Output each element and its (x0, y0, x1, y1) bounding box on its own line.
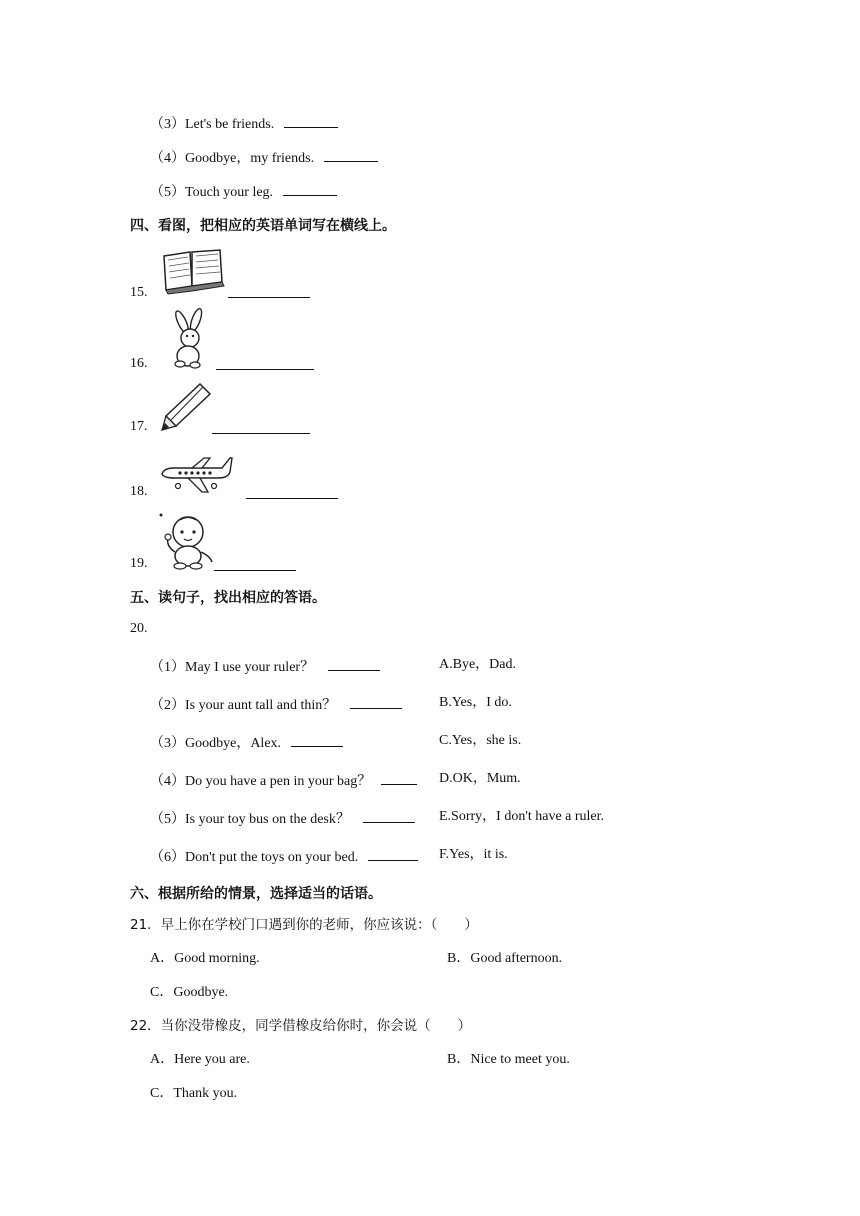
q21-option-a[interactable]: A．Good morning. (150, 951, 260, 966)
match-question-2 (150, 694, 402, 715)
book-icon (158, 246, 228, 296)
baby-icon (158, 512, 220, 570)
answer-blank[interactable] (283, 181, 337, 196)
match-answer-c: C.Yes，she is. (439, 733, 522, 748)
pencil-icon (160, 380, 214, 432)
answer-blank[interactable] (328, 656, 380, 671)
q22-option-c[interactable]: C．Thank you. (150, 1086, 238, 1101)
match-answer-d: D.OK，Mum. (439, 771, 521, 786)
match-answer-a: A.Bye，Dad. (439, 657, 516, 672)
question-number-20: 20. (130, 621, 148, 636)
match-answer-e: E.Sorry，I don't have a ruler. (439, 809, 605, 824)
question-text: （1）May I use your ruler？ (150, 660, 315, 675)
answer-blank-15[interactable] (228, 283, 310, 298)
part3-item-3 (150, 113, 338, 134)
answer-blank[interactable] (284, 113, 338, 128)
answer-blank-17[interactable] (212, 419, 310, 434)
section5-heading: 五、读句子，找出相应的答语。 (130, 590, 326, 606)
answer-blank[interactable] (363, 808, 415, 823)
question-text: （4）Do you have a pen in your bag？ (150, 774, 372, 789)
item-text: （3）Let's be friends. (150, 117, 275, 132)
item-number-16: 16. (130, 356, 148, 371)
item-number-18: 18. (130, 484, 148, 499)
section4-heading: 四、看图，把相应的英语单词写在横线上。 (130, 218, 396, 234)
question-text: （6）Don't put the toys on your bed. (150, 850, 359, 865)
answer-blank[interactable] (324, 147, 378, 162)
match-question-6 (150, 846, 418, 867)
answer-blank-16[interactable] (216, 355, 314, 370)
item-number-19: 19. (130, 556, 148, 571)
item-number-15: 15. (130, 285, 148, 300)
match-answer-f: F.Yes，it is. (439, 847, 508, 862)
question-21-stem: 21．早上你在学校门口遇到你的老师，你应该说：（ ） (130, 917, 478, 933)
match-question-5 (150, 808, 415, 829)
section6-heading: 六、根据所给的情景，选择适当的话语。 (130, 886, 382, 902)
answer-blank[interactable] (381, 770, 417, 785)
answer-blank-19[interactable] (214, 556, 296, 571)
answer-blank[interactable] (291, 732, 343, 747)
question-text: （3）Goodbye，Alex. (150, 736, 282, 751)
question-text: （5）Is your toy bus on the desk？ (150, 812, 350, 827)
rabbit-icon (160, 308, 212, 370)
match-question-4 (150, 770, 417, 791)
plane-icon (158, 450, 234, 498)
match-question-3 (150, 732, 343, 753)
match-question-1 (150, 656, 380, 677)
q21-option-b[interactable]: B．Good afternoon. (447, 951, 563, 966)
match-answer-b: B.Yes，I do. (439, 695, 512, 710)
part3-item-4 (150, 147, 378, 168)
q21-option-c[interactable]: C．Goodbye. (150, 985, 229, 1000)
question-22-stem: 22．当你没带橡皮，同学借橡皮给你时，你会说（ ） (130, 1018, 472, 1034)
answer-blank[interactable] (350, 694, 402, 709)
q22-option-b[interactable]: B．Nice to meet you. (447, 1052, 570, 1067)
item-text: （4）Goodbye，my friends. (150, 151, 315, 166)
part3-item-5 (150, 181, 337, 202)
q22-option-a[interactable]: A．Here you are. (150, 1052, 250, 1067)
item-number-17: 17. (130, 419, 148, 434)
question-text: （2）Is your aunt tall and thin？ (150, 698, 337, 713)
answer-blank[interactable] (368, 846, 418, 861)
item-text: （5）Touch your leg. (150, 185, 274, 200)
answer-blank-18[interactable] (246, 484, 338, 499)
